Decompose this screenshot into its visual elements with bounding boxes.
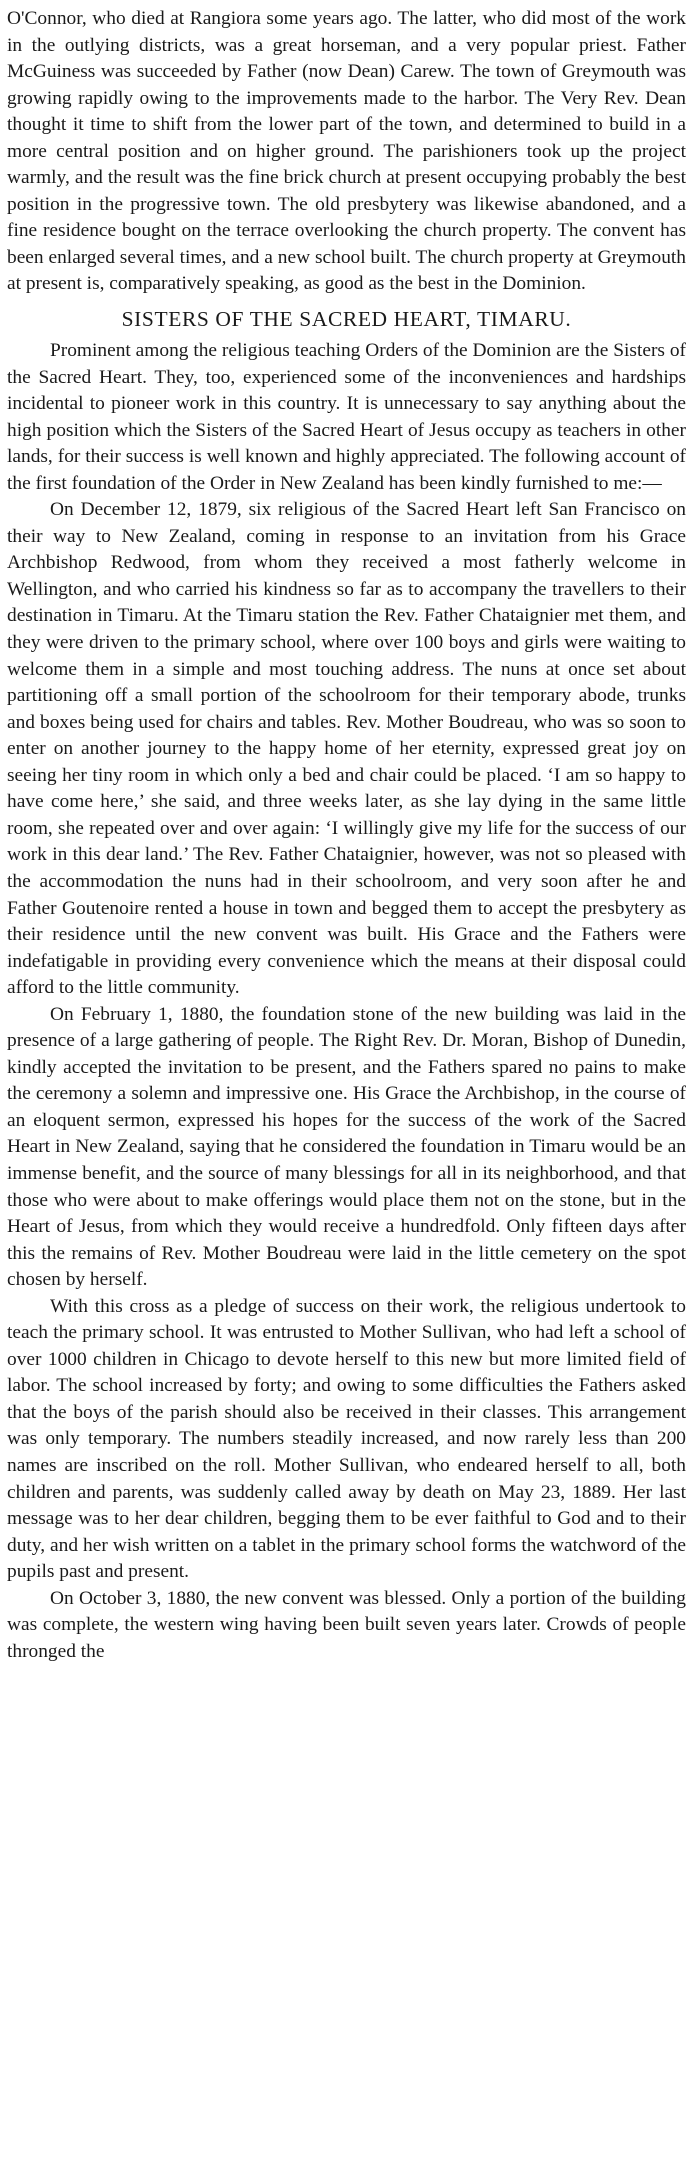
body-paragraph: With this cross as a pledge of success on their work, the religious undertook to teach the primary school. It was entrusted to Mother Sullivan, who had left a school of over 1000 children in Chicago to devote herself to this new but more limited field of labor. The school increased by forty; and owing to some difficulties the Fathers asked that the boys of the parish should also be received in their classes. This arrangement was only temporary. The numbers steadily increased, and now rarely less than 200 names are inscribed on the roll. Mother Sullivan, who endeared herself to all, both children and parents, was suddenly called away by death on May 23, 1889. Her last message was to her dear children, begging them to be ever faithful to God and to their duty, and her wish written on a tablet in the primary school forms the watchword of the pupils past and present. bbox=[7, 1295, 686, 1583]
body-paragraph: Prominent among the religious teaching Orders of the Dominion are the Sisters of the Sacred Heart. They, too, experienced some of the inconveniences and hardships incidental to pioneer work in this country. It is unnecessary to say anything about the high position which the Sisters of the Sacred Heart of Jesus occupy as teachers in other lands, for their success is well known and highly appreciated. The following account of the first foundation of the Order in New Zealand has been kindly furnished to me:— bbox=[7, 340, 686, 494]
section-heading: SISTERS OF THE SACRED HEART, TIMARU. bbox=[121, 307, 572, 332]
body-paragraph: On October 3, 1880, the new convent was blessed. Only a portion of the building was complete, the western wing having been built seven years later. Crowds of people thronged the bbox=[7, 1587, 686, 1662]
lead-paragraph: O'Connor, who died at Rangiora some years ago. The latter, who did most of the work in the outlying districts, was a great horseman, and a very popular priest. Father McGuiness was succeeded by Father (now Dean) Carew. The town of Greymouth was growing rapidly owing to the improvements made to the harbor. The Very Rev. Dean thought it time to shift from the lower part of the town, and determined to build in a more central position and on higher ground. The parishioners took up the project warmly, and the result was the fine brick church at present occupying probably the best position in the progressive town. The old presbytery was likewise abandoned, and a fine residence bought on the terrace overlooking the church property. The convent has been enlarged several times, and a new school built. The church property at Greymouth at present is, comparatively speaking, as good as the best in the Dominion. bbox=[7, 8, 686, 295]
body-paragraph: On December 12, 1879, six religious of the Sacred Heart left San Francisco on their way to New Zealand, coming in response to an invitation from his Grace Archbishop Redwood, from whom they received a most fatherly welcome in Wellington, and who carried his kindness so far as to accompany the travellers to their destination in Timaru. At the Timaru station the Rev. Father Chataignier met them, and they were driven to the primary school, where over 100 boys and girls were waiting to welcome them in a simple and most touching address. The nuns at once set about partitioning off a small portion of the schoolroom for their temporary abode, trunks and boxes being used for chairs and tables. Rev. Mother Boudreau, who was so soon to enter on another journey to the happy home of her eternity, expressed great joy on seeing her tiny room in which only a bed and chair could be placed. ‘I am so happy to have come here,’ she said, and three weeks later, as she lay dying in the same little room, she repeated over and over again: ‘I willingly give my life for the success of our work in this dear land.’ The Rev. Father Chataignier, however, was not so pleased with the accommodation the nuns had in their schoolroom, and very soon after he and Father Goutenoire rented a house in town and begged them to accept the presbytery as their residence until the new convent was built. His Grace and the Fathers were indefatigable in providing every convenience which the means at their disposal could afford to the little community. bbox=[7, 499, 686, 999]
body-paragraph: On February 1, 1880, the foundation stone of the new building was laid in the presence of a large gathering of people. The Right Rev. Dr. Moran, Bishop of Dunedin, kindly accepted the invitation to be present, and the Fathers spared no pains to make the ceremony a solemn and impressive one. His Grace the Archbishop, in the course of an eloquent sermon, expressed his hopes for the success of the work of the Sacred Heart in New Zealand, saying that he considered the foundation in Timaru would be an immense benefit, and the source of many blessings for all in its neighborhood, and that those who were about to make offerings would place them not on the stone, but in the Heart of Jesus, from which they would receive a hundredfold. Only fifteen days after this the remains of Rev. Mother Boudreau were laid in the little cemetery on the spot chosen by herself. bbox=[7, 1003, 686, 1291]
